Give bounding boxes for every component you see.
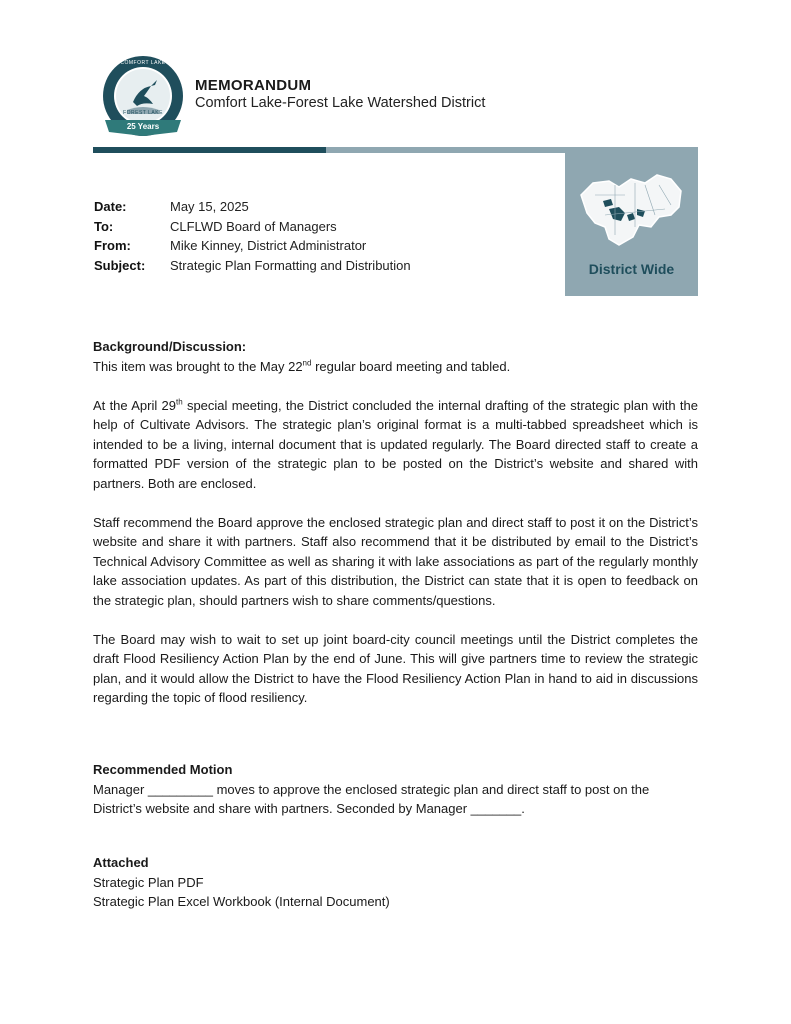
background-paragraph-3: Staff recommend the Board approve the enclosed strategic plan and direct staff to post it on the District’s website and share it with partners. Staff also recommend that it be distributed by email to the District’s Technical Advisory Committee as well as sharing it with lake associations as part of the regularly monthly lake association updates. As part of this distribution, the District can state that it is open to feedback on the strategic plan, should partners wish to share comments/questions. [93,514,698,608]
attached-item: Strategic Plan PDF [93,874,204,890]
memo-title: MEMORANDUM [195,77,312,94]
meta-subject-value: Strategic Plan Formatting and Distribution [170,257,411,273]
logo-top-text: COMFORT LAKE [120,60,166,66]
meta-date-row [94,197,411,217]
logo-bottom-text: FOREST LAKE [123,110,163,116]
meta-subject-label: Subject: [94,257,146,273]
p2-superscript: th [175,397,183,407]
p1-text-b: regular board meeting and tabled. [311,358,511,374]
p2-text-a: At the April 29 [93,397,176,413]
memo-subtitle: Comfort Lake-Forest Lake Watershed District [195,95,486,111]
district-wide-box [565,153,698,296]
logo-ribbon-text: 25 Years [126,122,160,131]
attached-heading: Attached [93,855,149,870]
motion-section [93,760,698,819]
meta-from-row [94,236,411,256]
p1-text-a: This item was brought to the May 22 [93,358,303,374]
background-paragraph-2 [93,396,698,494]
district-map-icon [575,165,688,250]
meta-to-value: CLFLWD Board of Managers [170,218,337,234]
meta-date-label: Date: [94,199,127,214]
motion-text: Manager _________ moves to approve the enclosed strategic plan and direct staff to post on the District’s website and share with partners. Seconded by Manager _______. [93,781,650,816]
meta-date-value: May 15, 2025 [170,199,249,214]
header-rule-dark [93,147,326,153]
background-heading: Background/Discussion: [93,339,247,354]
attached-section [93,853,698,912]
p2-text-b: special meeting, the District concluded the internal drafting of the strategic plan with the help of Cultivate Advisors. The strategic plan’s original format is a multi-tabbed spreadsheet which is intended to be a living, internal document that is updated regularly. The Board directed staff to create a formatted PDF version of the strategic plan to be posted on the District’s website and shared with partners. Both are enclosed. [93,397,698,491]
p1-superscript: nd [302,358,312,368]
meta-from-value: Mike Kinney, District Administrator [170,238,367,253]
attached-item: Strategic Plan Excel Workbook (Internal Document) [93,894,390,909]
meta-from-label: From: [94,238,131,253]
background-paragraph-4: The Board may wish to wait to set up joint board-city council meetings until the District completes the draft Flood Resiliency Action Plan by the end of June. This will give partners time to review the strategic plan, and it would allow the District to have the Flood Resiliency Action Plan in hand to aid in discussions regarding the topic of flood resiliency. [93,631,698,705]
background-section [93,337,698,708]
motion-heading: Recommended Motion [93,762,233,777]
meta-subject-row [94,256,411,276]
meta-to-label: To: [94,218,114,234]
meta-to-row [94,217,411,237]
memo-meta [94,197,411,275]
district-logo [97,52,189,144]
district-wide-label: District Wide [588,261,675,277]
background-paragraph-1 [93,357,698,377]
